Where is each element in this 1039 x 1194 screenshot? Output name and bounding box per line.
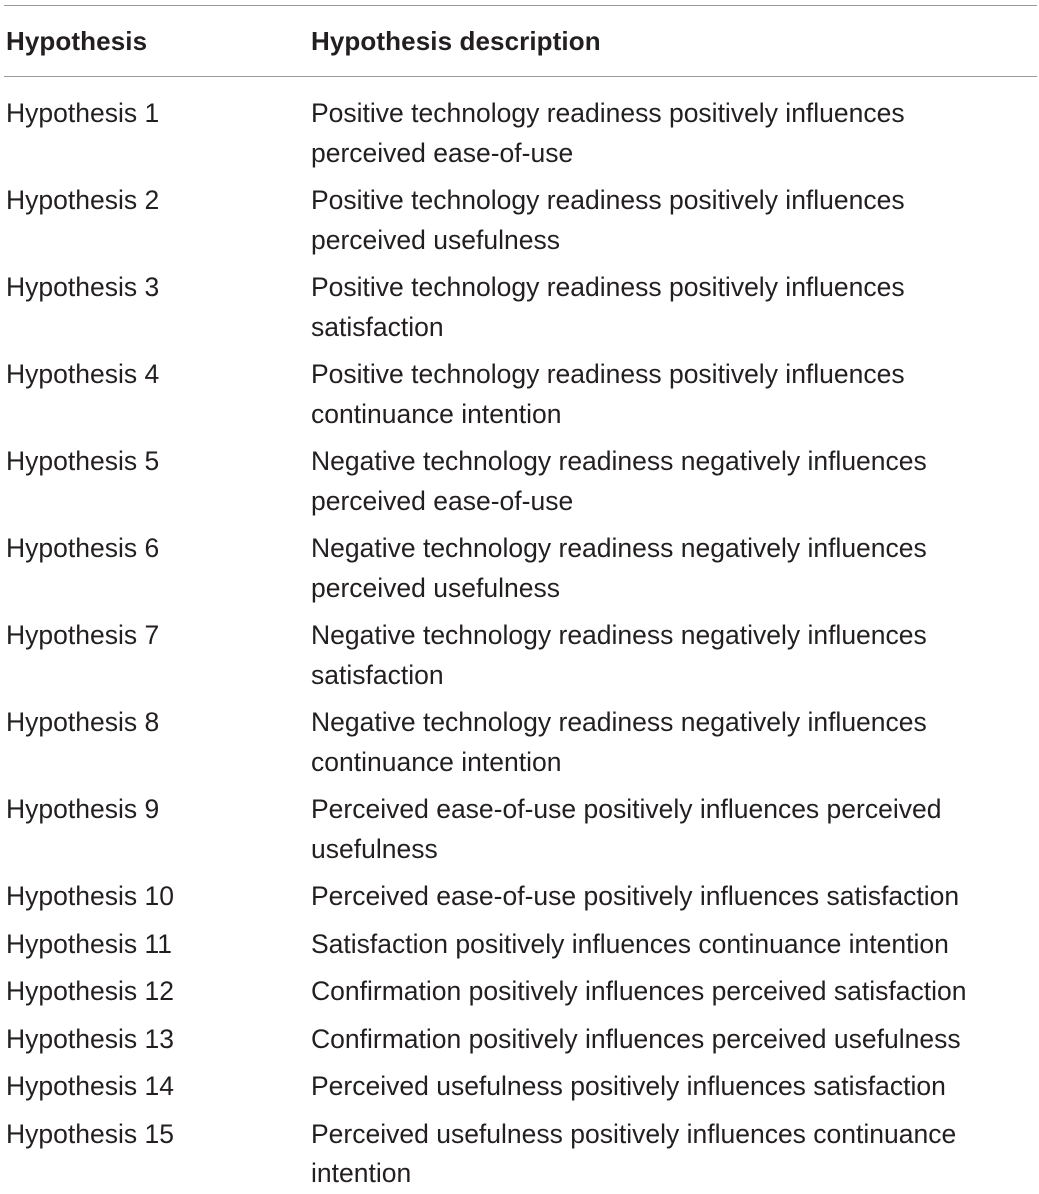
table-row <box>4 1115 1037 1194</box>
hypothesis-description: Perceived ease-of-use positively influences perceived usefulness <box>311 794 942 864</box>
table-row <box>4 268 1037 347</box>
hypothesis-id: Hypothesis 11 <box>6 928 172 959</box>
hypothesis-id: Hypothesis 14 <box>6 1071 174 1101</box>
table-row <box>4 1067 1037 1107</box>
hypothesis-id: Hypothesis 12 <box>6 976 174 1006</box>
hypothesis-description: Negative technology readiness negatively influences continuance intention <box>311 707 927 777</box>
hypothesis-description: Negative technology readiness negatively influences perceived usefulness <box>311 533 927 603</box>
hypothesis-description: Perceived usefulness positively influences satisfaction <box>311 1071 946 1101</box>
hypotheses-table <box>4 5 1037 1194</box>
table-row <box>4 1020 1037 1060</box>
table-row <box>4 925 1037 965</box>
table-row <box>4 972 1037 1012</box>
hypothesis-id: Hypothesis 2 <box>6 185 160 215</box>
header-description: Hypothesis description <box>311 25 601 56</box>
hypothesis-id: Hypothesis 4 <box>6 359 160 389</box>
hypothesis-description: Negative technology readiness negatively influences satisfaction <box>311 620 927 690</box>
hypothesis-id: Hypothesis 13 <box>6 1023 174 1054</box>
table-row <box>4 529 1037 608</box>
header-hypothesis: Hypothesis <box>6 25 148 56</box>
hypothesis-description: Negative technology readiness negatively influences perceived ease-of-use <box>311 446 927 516</box>
hypothesis-description: Confirmation positively influences perceived satisfaction <box>311 976 967 1006</box>
table-row <box>4 355 1037 434</box>
table-row <box>4 790 1037 869</box>
hypothesis-description: Positive technology readiness positively influences perceived usefulness <box>311 185 905 255</box>
hypothesis-description: Positive technology readiness positively influences satisfaction <box>311 272 905 342</box>
table-row <box>4 442 1037 521</box>
table-row <box>4 703 1037 782</box>
table-row <box>4 181 1037 260</box>
hypothesis-description: Positive technology readiness positively influences perceived ease-of-use <box>311 98 905 168</box>
hypothesis-id: Hypothesis 9 <box>6 794 160 824</box>
hypothesis-id: Hypothesis 5 <box>6 446 160 476</box>
hypothesis-description: Perceived usefulness positively influences continuance intention <box>311 1118 957 1188</box>
hypothesis-id: Hypothesis 1 <box>6 98 160 128</box>
hypothesis-description: Positive technology readiness positively influences continuance intention <box>311 359 905 429</box>
hypothesis-description: Satisfaction positively influences continuance intention <box>311 928 949 959</box>
hypothesis-id: Hypothesis 6 <box>6 533 160 563</box>
table-header-row <box>4 6 1037 76</box>
table-body <box>4 77 1037 1194</box>
hypothesis-id: Hypothesis 7 <box>6 620 160 650</box>
hypothesis-description: Confirmation positively influences perceived usefulness <box>311 1023 961 1054</box>
table-row <box>4 94 1037 173</box>
hypothesis-id: Hypothesis 10 <box>6 881 174 911</box>
hypothesis-id: Hypothesis 8 <box>6 707 160 737</box>
hypothesis-id: Hypothesis 15 <box>6 1118 174 1149</box>
table-row <box>4 616 1037 695</box>
hypothesis-description: Perceived ease-of-use positively influences satisfaction <box>311 881 960 911</box>
table-row <box>4 877 1037 917</box>
hypothesis-id: Hypothesis 3 <box>6 272 160 302</box>
